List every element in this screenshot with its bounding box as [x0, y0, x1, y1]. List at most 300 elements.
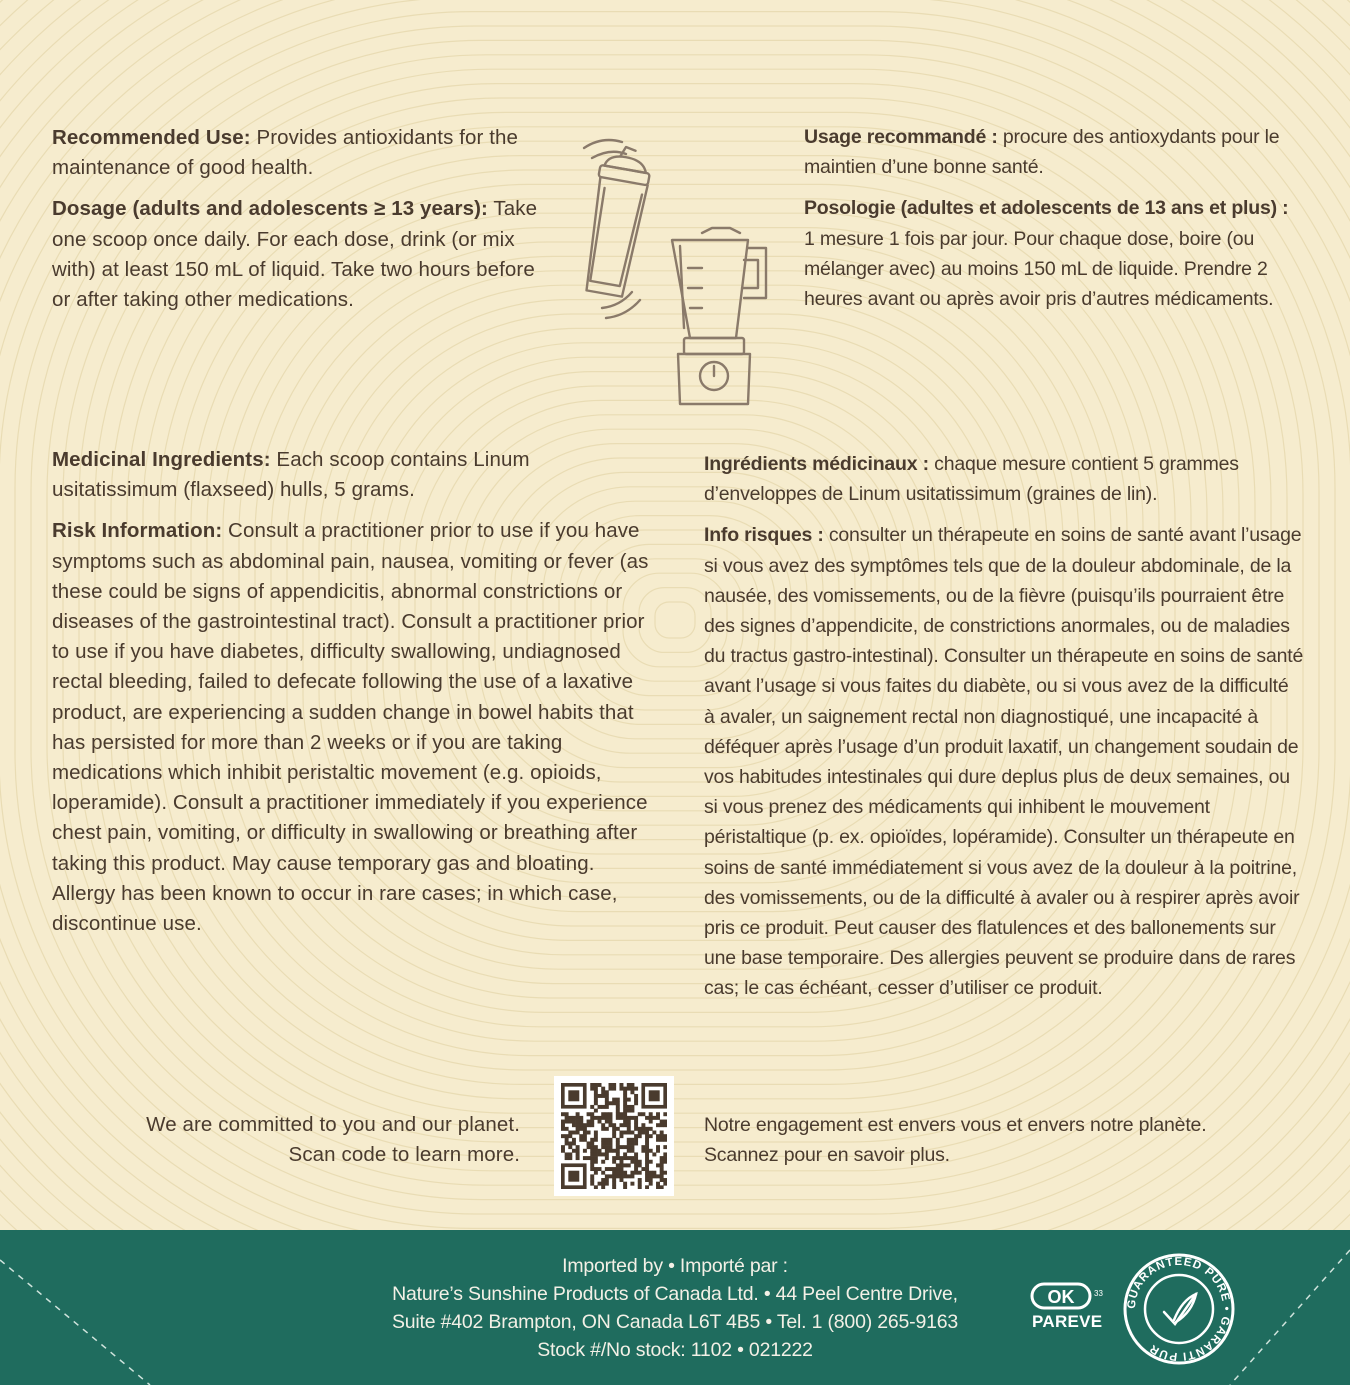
qr-module: [619, 1178, 623, 1182]
qr-module: [579, 1134, 583, 1138]
qr-module: [656, 1163, 660, 1167]
qr-module: [627, 1127, 631, 1131]
qr-module: [612, 1156, 616, 1160]
qr-module: [638, 1185, 642, 1189]
qr-module: [616, 1149, 620, 1153]
risk-en-label: Risk Information:: [52, 519, 223, 543]
qr-module: [645, 1152, 649, 1156]
qr-module: [641, 1131, 645, 1135]
qr-module: [623, 1123, 627, 1127]
qr-module: [594, 1149, 598, 1153]
qr-module: [634, 1087, 638, 1091]
qr-module: [623, 1171, 627, 1175]
qr-module: [627, 1149, 631, 1153]
qr-module: [623, 1109, 627, 1113]
qr-module: [627, 1087, 631, 1091]
qr-module: [616, 1112, 620, 1116]
qr-module: [627, 1174, 631, 1178]
qr-module: [623, 1185, 627, 1189]
qr-module: [576, 1131, 580, 1135]
qr-module: [579, 1138, 583, 1142]
qr-module: [583, 1127, 587, 1131]
ok-kosher-icon: [1030, 1282, 1110, 1312]
qr-module: [576, 1127, 580, 1131]
ingredients-fr-text: chaque mesure contient 5 grammes d’enveloppes de Linum usitatissimum (graines de lin).: [704, 453, 1239, 506]
qr-module: [630, 1109, 634, 1113]
qr-module: [623, 1101, 627, 1105]
qr-module: [594, 1109, 598, 1113]
qr-module: [623, 1087, 627, 1091]
qr-module: [649, 1149, 653, 1153]
qr-module: [609, 1120, 613, 1124]
qr-module: [630, 1131, 634, 1135]
qr-module: [605, 1112, 609, 1116]
qr-module: [645, 1131, 649, 1135]
qr-module: [598, 1116, 602, 1120]
qr-module: [601, 1112, 605, 1116]
qr-module: [583, 1123, 587, 1127]
qr-module: [598, 1182, 602, 1186]
qr-module: [634, 1116, 638, 1120]
ingredients-fr-paragraph: [704, 449, 1304, 509]
qr-module: [663, 1123, 667, 1127]
qr-module: [590, 1105, 594, 1109]
qr-module: [594, 1094, 598, 1098]
qr-module: [565, 1138, 569, 1142]
qr-module: [663, 1138, 667, 1142]
qr-module: [605, 1127, 609, 1131]
recommended-use-en-label: Recommended Use:: [52, 126, 251, 149]
qr-module: [612, 1167, 616, 1171]
qr-module: [627, 1156, 631, 1160]
qr-module: [601, 1145, 605, 1149]
qr-module: [656, 1174, 660, 1178]
qr-module: [572, 1149, 576, 1153]
qr-module: [619, 1116, 623, 1120]
qr-module: [609, 1167, 613, 1171]
qr-module: [590, 1138, 594, 1142]
qr-module: [652, 1116, 656, 1120]
qr-module: [583, 1149, 587, 1153]
qr-module: [612, 1087, 616, 1091]
qr-module: [587, 1156, 591, 1160]
qr-module: [601, 1127, 605, 1131]
qr-module: [601, 1160, 605, 1164]
risk-fr-text: consulter un thérapeute en soins de santé avant l’usage si vous avez des symptômes tels que de la douleur abdominale, de la nausée, des vomissements, ou de la fièvre (puisqu’ils pourraient être des signes d’appendicite, de constrictions anormales, ou de maladies du tractus gastro-intestinal). Consulter un thérapeute en soins de santé avant l’usage si vous faites du diabète, ou si vous avez de la difficulté à avaler, un saignement rectal non diagnostiqué, une incapacité à déféquer après l’usage d’un produit laxatif, un changement soudain de vos habitudes intestinales qui dure deplus plus de deux semaines, ou si vous prenez des médicaments qui inhibent le mouvement péristaltique (p. ex. opioïdes, lopéramide). Consulter un thérapeute en soins de santé immédiatement si vous avez de la douleur à la poitrine, des vomissements, ou de la difficulté à avaler ou à respirer après avoir pris ce produit. Peut causer des flatulences et des ballonements sur une base temporaire. Des allergies peuvent se produire dans de rares cas; le cas échéant, cesser d’utiliser ce produit.: [704, 524, 1304, 1000]
qr-module: [638, 1134, 642, 1138]
qr-module: [601, 1171, 605, 1175]
qr-module: [656, 1112, 660, 1116]
qr-module: [612, 1171, 616, 1175]
qr-module: [605, 1182, 609, 1186]
qr-module: [645, 1156, 649, 1160]
kosher-mark-text: OK: [1047, 1287, 1075, 1307]
qr-module: [616, 1174, 620, 1178]
qr-module: [612, 1174, 616, 1178]
qr-module: [663, 1178, 667, 1182]
qr-module: [634, 1152, 638, 1156]
dosage-fr-paragraph: [804, 193, 1304, 314]
qr-module: [663, 1120, 667, 1124]
qr-module: [649, 1178, 653, 1182]
qr-module: [594, 1160, 598, 1164]
qr-module: [601, 1178, 605, 1182]
qr-module: [649, 1160, 653, 1164]
qr-code-icon: [561, 1083, 667, 1189]
qr-module: [627, 1141, 631, 1145]
qr-module: [645, 1145, 649, 1149]
qr-module: [568, 1152, 572, 1156]
qr-module: [634, 1094, 638, 1098]
qr-module: [649, 1116, 653, 1120]
qr-module: [649, 1134, 653, 1138]
qr-module: [663, 1152, 667, 1156]
dosage-fr-text: 1 mesure 1 fois par jour. Pour chaque dose, boire (ou mélanger avec) au moins 150 mL de liquide. Prendre 2 heures avant ou après avoir pris d’autres médicaments.: [804, 227, 1274, 311]
qr-module: [623, 1156, 627, 1160]
qr-module: [572, 1116, 576, 1120]
qr-module: [616, 1105, 620, 1109]
qr-module: [627, 1163, 631, 1167]
qr-module: [656, 1116, 660, 1120]
qr-module: [609, 1174, 613, 1178]
qr-module: [660, 1138, 664, 1142]
ingredients-en: [52, 445, 652, 950]
qr-module: [568, 1141, 572, 1145]
qr-module: [623, 1112, 627, 1116]
qr-module: [576, 1123, 580, 1127]
qr-module: [660, 1174, 664, 1178]
qr-module: [630, 1087, 634, 1091]
qr-module: [649, 1120, 653, 1124]
qr-module: [590, 1116, 594, 1120]
qr-module: [649, 1182, 653, 1186]
qr-module: [638, 1163, 642, 1167]
qr-module: [565, 1134, 569, 1138]
qr-module: [572, 1123, 576, 1127]
qr-module: [641, 1127, 645, 1131]
qr-module: [601, 1123, 605, 1127]
qr-module: [623, 1174, 627, 1178]
qr-module: [645, 1149, 649, 1153]
qr-module: [627, 1138, 631, 1142]
qr-module: [619, 1131, 623, 1135]
qr-module: [663, 1171, 667, 1175]
qr-module: [645, 1174, 649, 1178]
qr-module: [565, 1141, 569, 1145]
background-ring: [655, 602, 695, 638]
qr-module: [576, 1156, 580, 1160]
qr-module: [601, 1141, 605, 1145]
qr-module: [645, 1160, 649, 1164]
qr-module: [630, 1171, 634, 1175]
qr-module: [605, 1090, 609, 1094]
qr-module: [568, 1116, 572, 1120]
qr-module: [594, 1116, 598, 1120]
qr-module: [605, 1167, 609, 1171]
commitment-en: [80, 1110, 520, 1170]
qr-module: [605, 1152, 609, 1156]
qr-module: [576, 1120, 580, 1124]
pareve-label: PAREVE: [1032, 1312, 1103, 1331]
qr-module: [623, 1131, 627, 1135]
qr-module: [641, 1145, 645, 1149]
recommended-use-fr-label: Usage recommandé :: [804, 126, 998, 148]
qr-module: [568, 1131, 572, 1135]
qr-module: [572, 1120, 576, 1124]
qr-module: [609, 1145, 613, 1149]
qr-module: [638, 1178, 642, 1182]
qr-module: [660, 1160, 664, 1164]
qr-module: [590, 1141, 594, 1145]
recommended-use-en-paragraph: [52, 123, 552, 183]
qr-module: [652, 1152, 656, 1156]
qr-module: [638, 1112, 642, 1116]
qr-module: [565, 1156, 569, 1160]
qr-module: [572, 1141, 576, 1145]
qr-module: [612, 1131, 616, 1135]
qr-module: [630, 1116, 634, 1120]
footer: [0, 1230, 1350, 1385]
qr-module: [612, 1182, 616, 1186]
qr-module: [605, 1145, 609, 1149]
qr-module: [630, 1141, 634, 1145]
qr-module: [627, 1120, 631, 1124]
qr-module: [630, 1149, 634, 1153]
qr-module: [598, 1083, 602, 1087]
qr-module: [587, 1131, 591, 1135]
ingredients-en-label: Medicinal Ingredients:: [52, 448, 271, 471]
qr-module: [649, 1174, 653, 1178]
qr-module: [594, 1087, 598, 1091]
qr-module: [616, 1101, 620, 1105]
qr-module: [609, 1123, 613, 1127]
qr-module: [623, 1182, 627, 1186]
qr-module: [612, 1178, 616, 1182]
qr-module: [656, 1182, 660, 1186]
dosage-en-label: Dosage (adults and adolescents ≥ 13 years):: [52, 197, 488, 221]
qr-module: [645, 1163, 649, 1167]
qr-module: [605, 1120, 609, 1124]
qr-module: [638, 1171, 642, 1175]
qr-module: [619, 1156, 623, 1160]
qr-module: [656, 1134, 660, 1138]
guaranteed-pure-seal-icon: [1120, 1250, 1238, 1368]
qr-module: [634, 1101, 638, 1105]
qr-module: [598, 1094, 602, 1098]
qr-module: [612, 1127, 616, 1131]
ingredients-en-text: Each scoop contains Linum usitatissimum (flaxseed) hulls, 5 grams.: [52, 448, 530, 502]
qr-module: [594, 1156, 598, 1160]
qr-module: [627, 1105, 631, 1109]
qr-module: [572, 1131, 576, 1135]
qr-module: [612, 1083, 616, 1087]
qr-module: [645, 1141, 649, 1145]
dosage-en-text: Take one scoop once daily. For each dose, drink (or mix with) at least 150 mL of liquid. Take two hours before or after taking other medications.: [52, 197, 538, 312]
qr-module: [601, 1090, 605, 1094]
qr-module: [576, 1112, 580, 1116]
qr-module: [634, 1120, 638, 1124]
qr-module: [630, 1182, 634, 1186]
qr-module: [590, 1152, 594, 1156]
qr-module: [609, 1141, 613, 1145]
qr-module: [583, 1138, 587, 1142]
qr-module: [660, 1131, 664, 1135]
recommended-use-fr-text: procure des antioxydants pour le maintien d’une bonne santé.: [804, 126, 1280, 179]
qr-module: [638, 1182, 642, 1186]
qr-module: [616, 1109, 620, 1113]
qr-module: [634, 1098, 638, 1102]
qr-module: [590, 1163, 594, 1167]
qr-module: [598, 1167, 602, 1171]
qr-module: [605, 1141, 609, 1145]
ok-kosher-badge: [1030, 1282, 1110, 1342]
qr-module: [652, 1131, 656, 1135]
qr-module: [594, 1145, 598, 1149]
qr-code[interactable]: [554, 1076, 674, 1196]
qr-module: [590, 1123, 594, 1127]
qr-module: [590, 1160, 594, 1164]
qr-module: [601, 1116, 605, 1120]
qr-module: [645, 1134, 649, 1138]
qr-module: [663, 1134, 667, 1138]
qr-module: [612, 1149, 616, 1153]
qr-module: [619, 1123, 623, 1127]
qr-module: [594, 1101, 598, 1105]
qr-module: [660, 1171, 664, 1175]
qr-module: [663, 1145, 667, 1149]
qr-module: [616, 1167, 620, 1171]
qr-module: [627, 1123, 631, 1127]
dosage-fr-label: Posologie (adultes et adolescents de 13 ans et plus) :: [804, 197, 1289, 220]
qr-module: [634, 1160, 638, 1164]
qr-finder-module: [568, 1090, 579, 1101]
qr-module: [598, 1105, 602, 1109]
kosher-superscript: 33: [1094, 1289, 1103, 1298]
qr-finder-module: [568, 1171, 579, 1182]
qr-module: [590, 1174, 594, 1178]
qr-module: [590, 1112, 594, 1116]
qr-module: [612, 1123, 616, 1127]
qr-module: [645, 1185, 649, 1189]
qr-module: [627, 1109, 631, 1113]
qr-module: [612, 1098, 616, 1102]
qr-module: [623, 1090, 627, 1094]
qr-module: [656, 1185, 660, 1189]
qr-module: [590, 1167, 594, 1171]
qr-module: [568, 1156, 572, 1160]
qr-module: [616, 1145, 620, 1149]
qr-module: [660, 1134, 664, 1138]
qr-module: [619, 1134, 623, 1138]
qr-module: [598, 1152, 602, 1156]
commitment-fr: [704, 1110, 1304, 1170]
qr-module: [616, 1138, 620, 1142]
qr-module: [568, 1120, 572, 1124]
qr-module: [623, 1116, 627, 1120]
qr-module: [594, 1138, 598, 1142]
qr-module: [605, 1149, 609, 1153]
qr-module: [619, 1112, 623, 1116]
qr-module: [612, 1160, 616, 1164]
qr-module: [645, 1116, 649, 1120]
qr-module: [583, 1156, 587, 1160]
qr-module: [576, 1116, 580, 1120]
qr-module: [634, 1123, 638, 1127]
qr-module: [594, 1083, 598, 1087]
qr-module: [605, 1174, 609, 1178]
qr-module: [587, 1145, 591, 1149]
ingredients-en-paragraph: [52, 445, 652, 505]
qr-module: [587, 1123, 591, 1127]
qr-module: [587, 1141, 591, 1145]
qr-module: [616, 1163, 620, 1167]
qr-module: [601, 1185, 605, 1189]
qr-module: [594, 1171, 598, 1175]
qr-module: [623, 1152, 627, 1156]
qr-module: [605, 1116, 609, 1120]
qr-module: [645, 1178, 649, 1182]
qr-module: [634, 1167, 638, 1171]
qr-module: [590, 1145, 594, 1149]
qr-module: [627, 1116, 631, 1120]
qr-module: [660, 1123, 664, 1127]
qr-module: [594, 1134, 598, 1138]
qr-module: [587, 1112, 591, 1116]
qr-module: [652, 1171, 656, 1175]
qr-module: [623, 1105, 627, 1109]
shaker-bottle-and-blender-icon: [562, 128, 782, 418]
qr-module: [579, 1127, 583, 1131]
qr-module: [663, 1182, 667, 1186]
qr-module: [594, 1098, 598, 1102]
qr-module: [619, 1174, 623, 1178]
risk-en-text: Consult a practitioner prior to use if you have symptoms such as abdominal pain, nausea, vomiting or fever (as these could be signs of appendicitis, abnormal constrictions or diseases of the gastrointestinal tract). Consult a practitioner prior to use if you have diabetes, difficulty swallowing, undiagnosed rectal bleeding, failed to defecate following the use of a laxative product, are experiencing a sudden change in bowel habits that has persisted for more than 2 weeks or if you are taking medications which inhibit peristaltic movement (e.g. opioids, loperamide). Consult a practitioner immediately if you experience chest pain, vomiting, or difficulty in swallowing or breathing after taking this product. May cause temporary gas and bloating. Allergy has been known to occur in rare cases; in which case, discontinue use.: [52, 519, 649, 936]
qr-module: [612, 1185, 616, 1189]
qr-module: [616, 1127, 620, 1131]
qr-module: [627, 1083, 631, 1087]
qr-module: [645, 1171, 649, 1175]
qr-module: [561, 1145, 565, 1149]
qr-module: [663, 1112, 667, 1116]
qr-module: [656, 1145, 660, 1149]
recommended-use-en-text: Provides antioxidants for the maintenance of good health.: [52, 126, 519, 180]
qr-module: [656, 1123, 660, 1127]
qr-finder-module: [649, 1090, 660, 1101]
qr-module: [605, 1138, 609, 1142]
risk-fr-label: Info risques :: [704, 524, 824, 547]
qr-module: [649, 1127, 653, 1131]
qr-module: [660, 1163, 664, 1167]
qr-module: [612, 1101, 616, 1105]
qr-module: [660, 1156, 664, 1160]
qr-module: [576, 1145, 580, 1149]
qr-module: [609, 1083, 613, 1087]
qr-module: [601, 1152, 605, 1156]
qr-module: [583, 1131, 587, 1135]
qr-module: [590, 1156, 594, 1160]
qr-module: [623, 1163, 627, 1167]
qr-module: [561, 1123, 565, 1127]
qr-module: [590, 1178, 594, 1182]
qr-module: [634, 1134, 638, 1138]
qr-module: [605, 1105, 609, 1109]
qr-module: [623, 1098, 627, 1102]
qr-module: [568, 1134, 572, 1138]
qr-module: [663, 1160, 667, 1164]
importer-info: [300, 1252, 1050, 1364]
qr-module: [660, 1120, 664, 1124]
qr-module: [649, 1171, 653, 1175]
